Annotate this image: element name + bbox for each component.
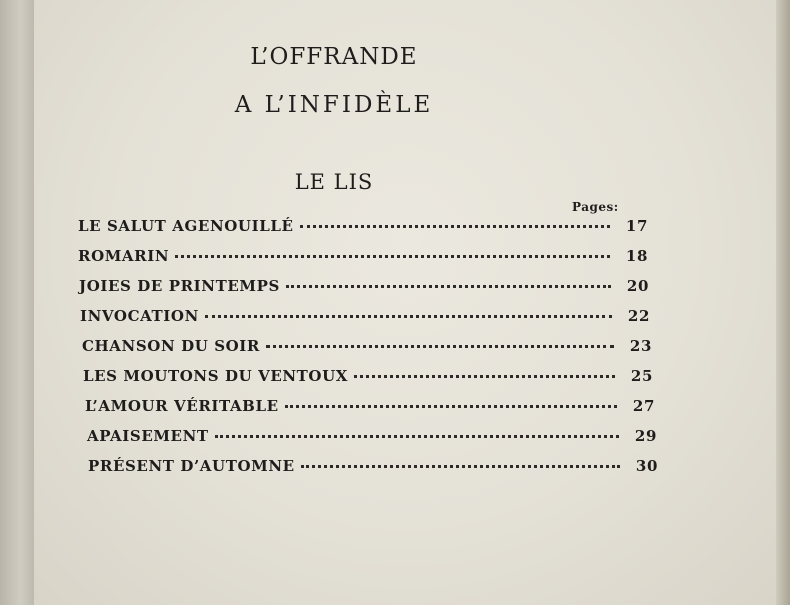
dot-leader	[205, 315, 612, 318]
toc-entry-title: LES MOUTONS DU VENTOUX	[83, 367, 349, 385]
toc-entry-title: INVOCATION	[80, 307, 199, 325]
toc-entry-title: CHANSON DU SOIR	[82, 337, 260, 355]
toc-entry-title: APAISEMENT	[87, 427, 209, 445]
toc-entry	[85, 397, 655, 427]
toc-entry-page: 20	[626, 277, 649, 295]
dot-leader	[300, 225, 610, 228]
dot-leader	[175, 255, 610, 258]
page-stack-edge	[776, 0, 790, 605]
toc-entry	[83, 367, 653, 397]
toc-entry-page: 27	[632, 397, 655, 415]
toc-entry	[78, 247, 648, 277]
toc-entry-page: 25	[630, 367, 653, 385]
toc-entry	[87, 427, 657, 457]
dot-leader	[215, 435, 619, 438]
toc-entry-title: PRÉSENT D’AUTOMNE	[88, 457, 295, 475]
dot-leader	[301, 465, 620, 468]
pages-column-heading: Pages:	[572, 200, 619, 214]
facing-page-edge	[0, 0, 34, 605]
section-heading: LE LIS	[294, 170, 374, 194]
toc-entry-page: 17	[625, 217, 648, 235]
toc-entry	[79, 277, 649, 307]
book-title-line-2: A L’INFIDÈLE	[234, 92, 434, 118]
toc-entry	[78, 217, 648, 247]
book-title-line-1: L’OFFRANDE	[250, 44, 418, 70]
toc-entry-title: ROMARIN	[78, 247, 170, 265]
toc-entry-page: 30	[635, 457, 658, 475]
toc-entry	[88, 457, 658, 487]
dot-leader	[286, 285, 611, 288]
toc-entry	[80, 307, 650, 337]
toc-entry-title: LE SALUT AGENOUILLÉ	[78, 217, 294, 235]
toc-entry-title: JOIES DE PRINTEMPS	[79, 277, 280, 295]
toc-entry	[82, 337, 652, 367]
dot-leader	[354, 375, 615, 378]
toc-entry-title: L’AMOUR VÉRITABLE	[85, 397, 279, 415]
toc-entry-page: 18	[625, 247, 648, 265]
dot-leader	[266, 345, 614, 348]
toc-entry-page: 29	[634, 427, 657, 445]
toc-entry-page: 23	[629, 337, 652, 355]
toc-entry-page: 22	[627, 307, 650, 325]
book-page	[34, 0, 778, 605]
table-of-contents	[78, 217, 658, 487]
dot-leader	[285, 405, 617, 408]
